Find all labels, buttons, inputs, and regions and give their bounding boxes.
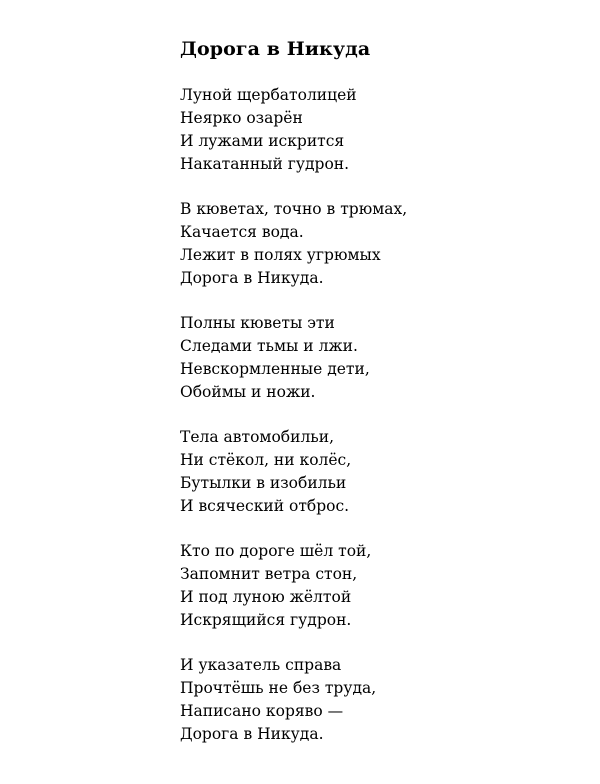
poem-line: Невскормленные дети, <box>180 360 370 378</box>
poem-line: В кюветах, точно в трюмах, <box>180 200 408 218</box>
poem-line: Накатанный гудрон. <box>180 155 350 173</box>
poem-line: Искрящийся гудрон. <box>180 611 352 629</box>
poem-line: И лужами искрится <box>180 132 345 150</box>
poem-line: Ни стёкол, ни колёс, <box>180 451 352 469</box>
poem-line: И всяческий отброс. <box>180 497 350 515</box>
poem-line: И под луною жёлтой <box>180 588 352 606</box>
poem-line: Запомнит ветра стон, <box>180 565 358 583</box>
poem-line: И указатель справа <box>180 656 342 674</box>
poem-line: Следами тьмы и лжи. <box>180 337 358 355</box>
poem-line: Полны кюветы эти <box>180 314 335 332</box>
stanza-2 <box>180 198 580 290</box>
poem-line: Неярко озарён <box>180 109 303 127</box>
poem-line: Луной щербатолицей <box>180 86 357 104</box>
poem-title: Дорога в Никуда <box>180 38 371 60</box>
poem-line: Прочтёшь не без труда, <box>180 679 377 697</box>
poem-page <box>180 36 580 746</box>
poem-line: Качается вода. <box>180 223 304 241</box>
stanza-6 <box>180 654 580 746</box>
poem-line: Дорога в Никуда. <box>180 725 324 743</box>
poem-line: Кто по дороге шёл той, <box>180 542 372 560</box>
poem-line: Бутылки в изобильи <box>180 474 347 492</box>
stanza-3 <box>180 312 580 404</box>
stanza-4 <box>180 426 580 518</box>
poem-line: Написано коряво — <box>180 702 344 720</box>
stanza-1 <box>180 84 580 176</box>
poem-line: Тела автомобильи, <box>180 428 334 446</box>
poem-line: Дорога в Никуда. <box>180 269 324 287</box>
stanza-5 <box>180 540 580 632</box>
poem-line: Лежит в полях угрюмых <box>180 246 381 264</box>
poem-line: Обоймы и ножи. <box>180 383 316 401</box>
